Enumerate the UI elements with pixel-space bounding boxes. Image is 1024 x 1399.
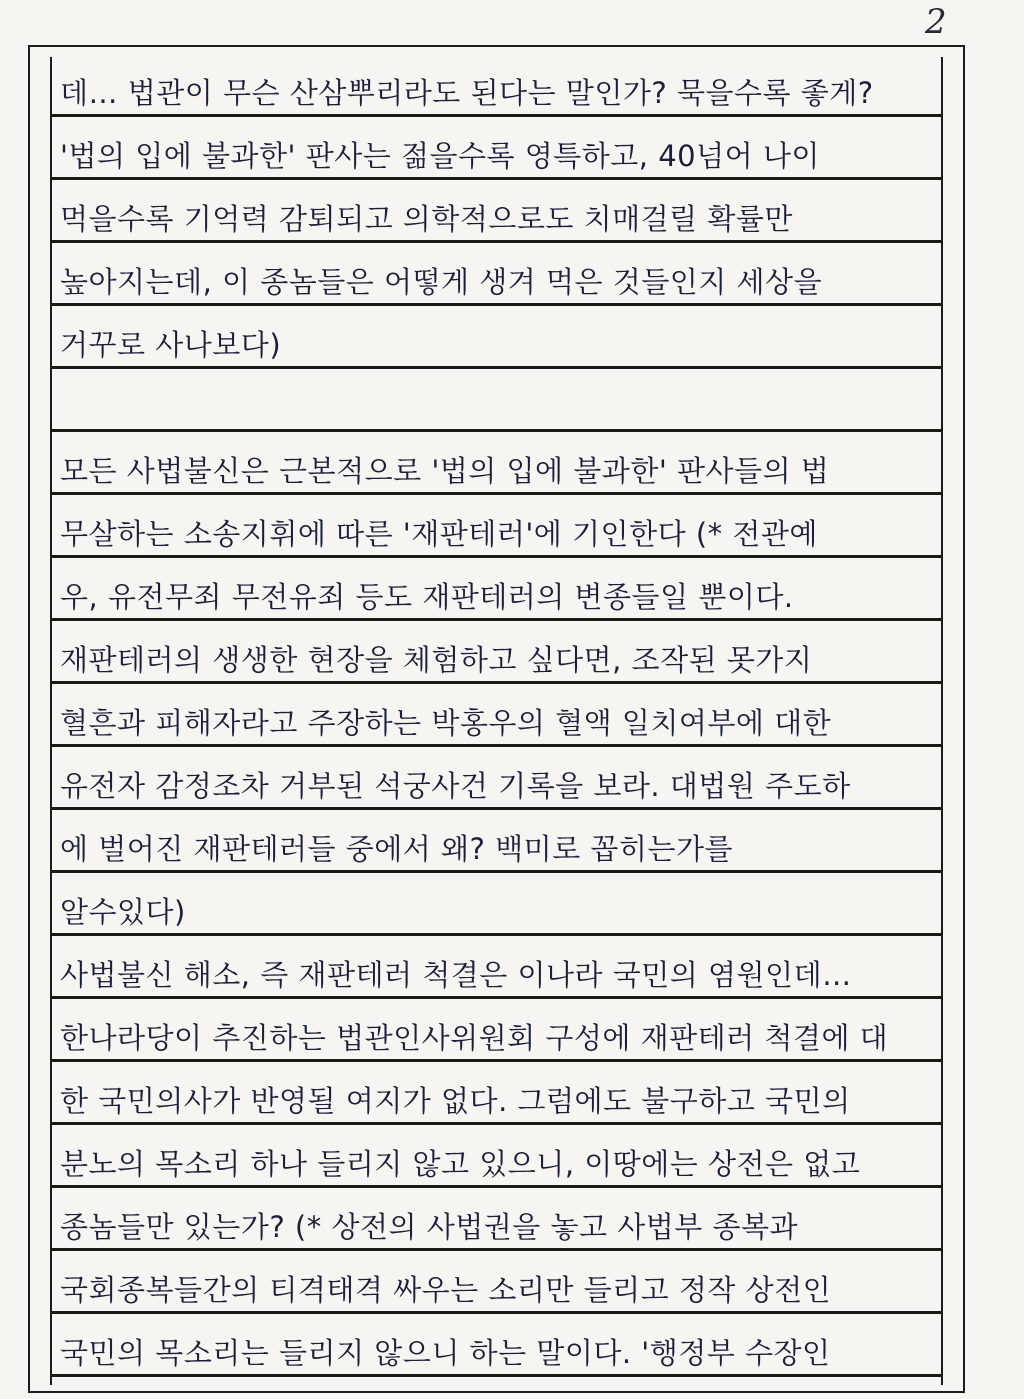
line-text: 거꾸로 사나보다)	[60, 328, 282, 362]
line-text: 재판테러의 생생한 현장을 체험하고 싶다면, 조작된 못가지	[60, 643, 813, 677]
text-line	[52, 435, 941, 495]
text-line	[52, 183, 941, 243]
text-line	[52, 1317, 941, 1377]
line-text: 높아지는데, 이 종놈들은 어떻게 생겨 먹은 것들인지 세상을	[60, 265, 823, 299]
text-line	[52, 939, 941, 999]
line-text: 유전자 감정조차 거부된 석궁사건 기록을 보라. 대법원 주도하	[60, 769, 851, 803]
line-text: 우, 유전무죄 무전유죄 등도 재판테러의 변종들일 뿐이다.	[60, 580, 794, 614]
text-line	[52, 1128, 941, 1188]
page-number: 2	[925, 2, 947, 42]
text-line	[52, 1254, 941, 1314]
text-line	[52, 813, 941, 873]
line-text: 종놈들만 있는가? (* 상전의 사법권을 놓고 사법부 종복과	[60, 1210, 799, 1244]
line-text: 한나라당이 추진하는 법관인사위원회 구성에 재판테러 척결에 대	[60, 1021, 889, 1055]
text-line	[52, 246, 941, 306]
text-line	[52, 1065, 941, 1125]
lined-sheet	[28, 45, 965, 1393]
line-text: 에 벌어진 재판테러들 중에서 왜? 백미로 꼽히는가를	[60, 832, 733, 866]
line-text: 데… 법관이 무슨 산삼뿌리라도 된다는 말인가? 묵을수록 좋게?	[60, 76, 874, 110]
writing-area	[50, 57, 943, 1385]
line-text: '법의 입에 불과한' 판사는 젊을수록 영특하고, 40넘어 나이	[60, 139, 820, 173]
line-text: 모든 사법불신은 근본적으로 '법의 입에 불과한' 판사들의 법	[60, 454, 830, 488]
text-line	[52, 309, 941, 369]
text-line	[52, 120, 941, 180]
text-line	[52, 498, 941, 558]
line-text: 무살하는 소송지휘에 따른 '재판테러'에 기인한다 (* 전관예	[60, 517, 818, 551]
text-line	[52, 561, 941, 621]
text-line	[52, 1002, 941, 1062]
line-text: 분노의 목소리 하나 들리지 않고 있으니, 이땅에는 상전은 없고	[60, 1147, 861, 1181]
line-text: 한 국민의사가 반영될 여지가 없다. 그럼에도 불구하고 국민의	[60, 1084, 851, 1118]
line-text: 혈흔과 피해자라고 주장하는 박홍우의 혈액 일치여부에 대한	[60, 706, 832, 740]
text-line	[52, 876, 941, 936]
text-line	[52, 624, 941, 684]
line-text: 알수있다)	[60, 895, 186, 929]
line-text: 먹을수록 기억력 감퇴되고 의학적으로도 치매걸릴 확률만	[60, 202, 793, 236]
line-text: 국민의 목소리는 들리지 않으니 하는 말이다. '행정부 수장인	[60, 1336, 831, 1370]
text-line	[52, 372, 941, 432]
text-line	[52, 1191, 941, 1251]
text-line	[52, 687, 941, 747]
line-text: 국회종복들간의 티격태격 싸우는 소리만 들리고 정작 상전인	[60, 1273, 832, 1307]
text-line	[52, 57, 941, 117]
line-text: 사법불신 해소, 즉 재판테러 척결은 이나라 국민의 염원인데…	[60, 958, 852, 992]
text-line	[52, 750, 941, 810]
